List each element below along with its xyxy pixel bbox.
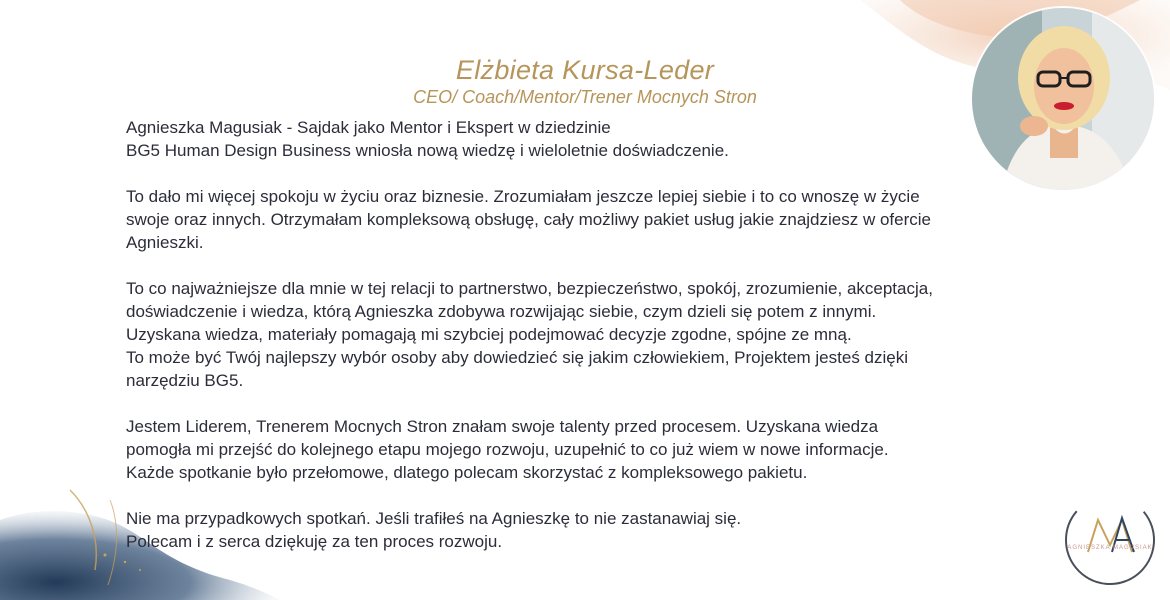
text-line: BG5 Human Design Business wniosła nową wiedzę i wieloletnie doświadczenie. [126, 141, 729, 160]
text-line: To co najważniejsze dla mnie w tej relacji to partnerstwo, bezpieczeństwo, spokój, zrozumienie, akceptacja, [126, 279, 933, 298]
author-role: CEO/ Coach/Mentor/Trener Mocnych Stron [413, 87, 757, 107]
paragraph [126, 277, 1086, 392]
text-line: Uzyskana wiedza, materiały pomagają mi szybciej podejmować decyzje zgodne, spójne ze mną. [126, 325, 852, 344]
text-line: Każde spotkanie było przełomowe, dlatego polecam skorzystać z kompleksowego pakietu. [126, 463, 808, 482]
testimonial-body [126, 116, 1086, 576]
text-line: To może być Twój najlepszy wybór osoby aby dowiedzieć się jakim człowiekiem, Projektem jesteś dzięki [126, 348, 908, 367]
brand-logo [1060, 490, 1160, 590]
text-line: swoje oraz innych. Otrzymałam kompleksową obsługę, cały możliwy pakiet usług jakie znajdziesz w ofercie [126, 210, 931, 229]
paragraph [126, 415, 1086, 484]
text-line: narzędziu BG5. [126, 371, 244, 390]
author-name: Elżbieta Kursa-Leder [455, 55, 715, 85]
paragraph [126, 116, 1086, 162]
text-line: Polecam i z serca dziękuję za ten proces rozwoju. [126, 532, 503, 551]
text-line: Nie ma przypadkowych spotkań. Jeśli trafiłeś na Agnieszkę to nie zastanawiaj się. [126, 509, 742, 528]
text-line: doświadczenie i wiedza, którą Agnieszka zdobywa rozwijając siebie, czym dzieli się potem z innymi. [126, 302, 877, 321]
testimonial-header [300, 55, 870, 109]
logo-caption: AGNIESZKA MAGUSIAK [1067, 545, 1153, 551]
text-line: pomogła mi przejść do kolejnego etapu mojego rozwoju, uzupełnić to co już wiem w nowe informacje. [126, 440, 889, 459]
paragraph [126, 507, 1086, 553]
paragraph [126, 185, 1086, 254]
text-line: Jestem Liderem, Trenerem Mocnych Stron znałam swoje talenty przed procesem. Uzyskana wiedza [126, 417, 879, 436]
text-line: Agnieszki. [126, 233, 204, 252]
text-line: Agnieszka Magusiak - Sajdak jako Mentor i Ekspert w dziedzinie [126, 118, 611, 137]
text-line: To dało mi więcej spokoju w życiu oraz biznesie. Zrozumiałam jeszcze lepiej siebie i to co wnoszę w życie [126, 187, 920, 206]
